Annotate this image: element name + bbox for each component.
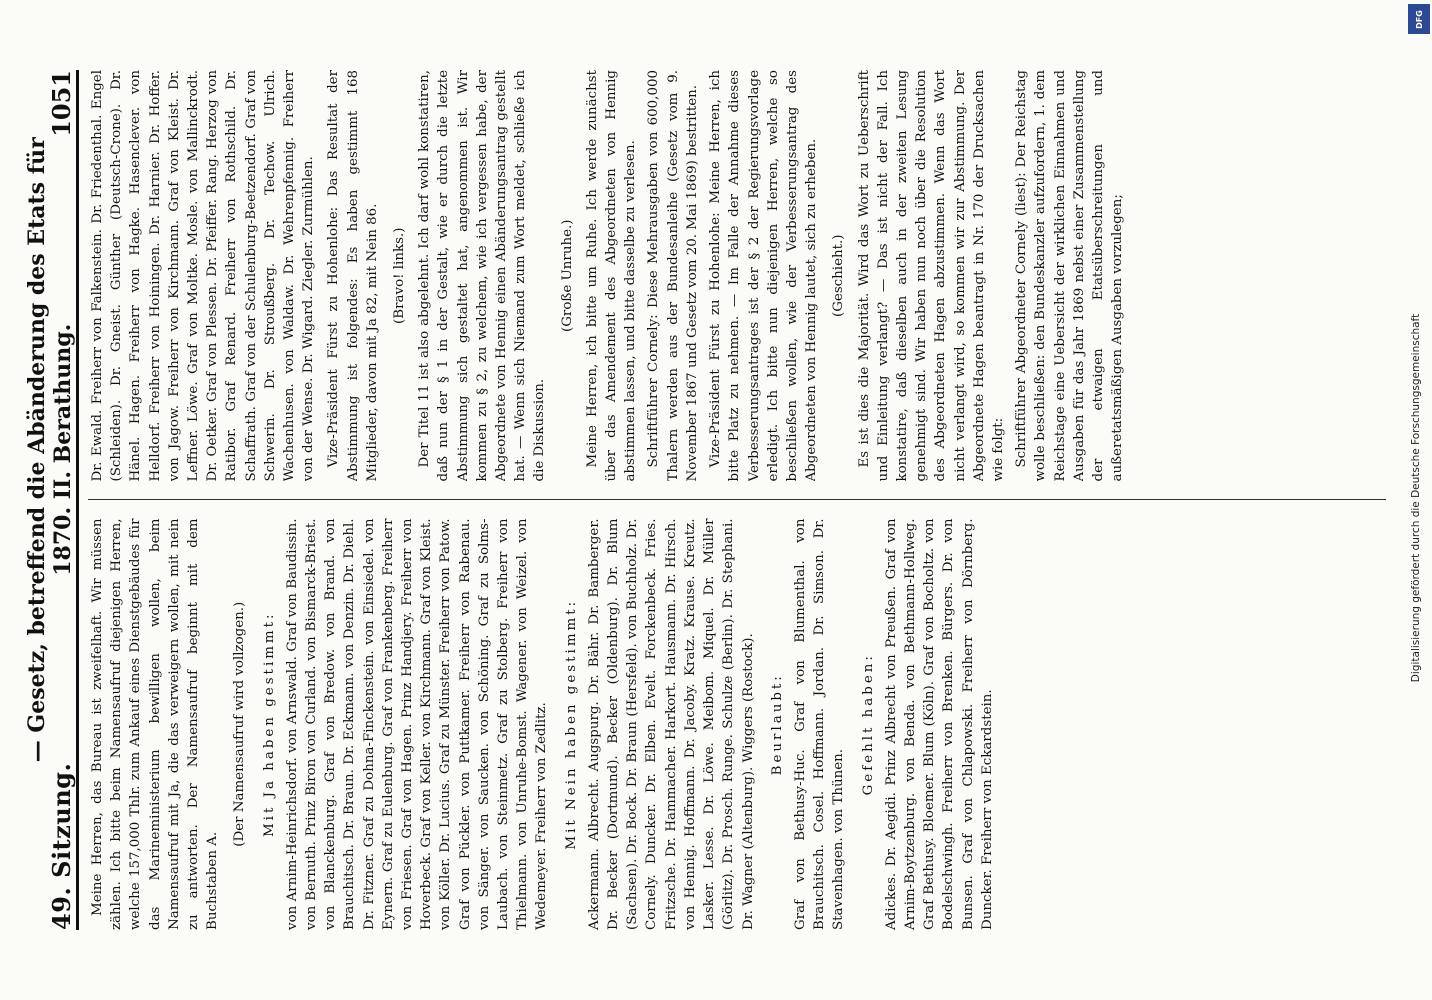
order-paragraph: Meine Herren, ich bitte um Ruhe. Ich werde zunächst über das Amendement des Abgeordneten von Hennig abstimmen lassen, und bitte dasselbe zu verlesen.: [584, 70, 639, 482]
intro-paragraph: Meine Herren, das Bureau ist zweifelhaft. Wir müssen zählen. Ich bitte beim Namensaufruf diejenigen Herren, welche 157,000 Thlr. zum Ankauf eines Dienstgebäudes für das Marineministerium bewilligen wollen, beim Namensaufruf mit Ja, die das verweigern wollen, mit nein zu antworten. Der Namensaufruf beginnt mit dem Buchstaben A.: [90, 518, 221, 930]
declined-paragraph: Der Titel 11 ist also abgelehnt. Ich darf wohl konstatiren, daß nun der § 1 in der Gestalt, wie er durch die letzte Abstimmung sich gestaltet hat, angenommen ist. Wir kommen zu § 2, zu welchem, wie ich vergessen habe, der Abgeordnete von Hennig einen Abänderungsantrag gestellt hat. — Wenn sich Niemand zum Wort meldet, schließe ich die Diskussion.: [417, 70, 548, 482]
page-number: 1051: [47, 70, 76, 137]
page-header: [24, 70, 79, 930]
bravo-note: (Bravo! links.): [392, 227, 408, 324]
dfg-logo: [1408, 4, 1430, 34]
right-column: [88, 70, 1386, 482]
secretary-paragraph: Schriftführer Cornely: Diese Mehrausgaben von 600,000 Thalern werden aus der Bundesanleihe (Gesetz vom 9. November 1867 und Gesetz vom 20. Mai 1869) bestritten.: [646, 70, 700, 482]
majority-paragraph: Es ist dies die Majorität. Wird das Wort zu Ueberschrift und Einleitung verlangt? — Das ist nicht der Fall. Ich konstatire, daß dieselben auch in der zweiten Lesung genehmigt sind. Wir haben nun noch über die Resolution des Abgeordneten Hagen abzustimmen. Wenn das Wort nicht verlangt wird, so kommen wir zur Abstimmung. Der Abgeordnete Hagen beantragt in Nr. 170 der Drucksachen wie folgt:: [856, 70, 1006, 482]
happens-note: (Geschieht.): [831, 234, 847, 318]
column-divider: [88, 500, 1386, 501]
motion-paragraph: Schriftführer Abgeordneter Cornely (liest): Der Reichstag wolle beschließen: den Bundeskanzler aufzufordern, 1. dem Reichstage eine Uebersicht der wirklichen Einnahmen und Ausgaben für das Jahr 1869 nebst einer Zusammenstellung der etwaigen Etatsüberschreitungen und außeretatsmäßigen Ausgaben vorzulegen;: [1014, 70, 1126, 482]
dfg-logo-text: DFG: [1414, 9, 1424, 29]
digitization-text: Digitalisierung gefördert durch die Deutsche Forschungsgemeinschaft: [1410, 313, 1422, 683]
vice-president-paragraph: Vize-Präsident Fürst zu Hohenlohe: Meine Herren, ich bitte Platz zu nehmen. — Im Falle der Annahme dieses Verbesserungsantrages ist der § 2 der Regierungsvorlage erledigt. Ich bitte nun diejenigen Herren, welche so beschließen wollen, wie der Verbesserungsantrag des Abgeordneten von Hennig lautet, sich zu erheben.: [708, 70, 820, 482]
yes-heading: Mit Ja haben gestimmt:: [261, 611, 277, 838]
absent-heading: Beurlaubt:: [769, 673, 785, 776]
no-names: Ackermann. Albrecht. Augspurg. Dr. Bähr. Dr. Bamberger. Dr. Becker (Dortmund). Becker (Oldenburg). Dr. Blum (Sachsen). Dr. Bock. Dr. Braun (Hersfeld). von Buchholz. Dr. Cornely. Duncker. Dr. Elben. Evelt. Forckenbeck. Fries. Fritzsche. Dr. Hammacher. Harkort. Hausmann. Dr. Hirsch. von Hennig. Hoffmann. Dr. Jacoby. Kratz. Krause. Kreutz. Lasker. Lesse. Dr. Löwe. Meibom. Miquel. Dr. Müller (Görlitz). Dr. Prosch. Runge. Schulze (Berlin). Dr. Stephani. Dr. Wagner (Altenburg). Wiggers (Rostock).: [586, 518, 756, 930]
names-continued: Dr. Ewald. Freiherr von Falkenstein. Dr. Friedenthal. Engel (Schleiden). Dr. Gneist. Günther (Deutsch-Crone). Dr. Hänel. Hagen. Freiherr von Hagke. Hasenclever. von Helldorf. Freiherr von Hoiningen. Dr. Harnier. Dr. Hoffer. von Jagow. Freiherr von Kirchmann. Graf von Kleist. Dr. Leffner. Löwe. Graf von Moltke. Mosle. von Mallinckrodt. Dr. Oetker. Graf von Plessen. Dr. Pfeiffer. Rang. Herzog von Ratibor. Graf Renard. Freiherr von Rothschild. Dr. Schaffrath. Graf von der Schulenburg-Beetzendorf. Graf von Schwerin. Dr. Stroußberg. Dr. Techow. Ulrich. Wachenhusen. von Waldaw. Dr. Wehrenpfennig. Freiherr von der Wense. Dr. Wigard. Ziegler. Zurmühlen.: [90, 70, 317, 482]
page-title: — Gesetz, betreffend die Abänderung des Etats für 1870. II. Berathung.: [24, 137, 76, 763]
absent-names: Graf von Bethusy-Huc. Graf von Blumenthal. von Brauchitsch. Cosel. Hoffmann. Jordan. Dr. Simson. Dr. Stavenhagen. von Thünen.: [792, 518, 847, 930]
result-paragraph: Vize-Präsident Fürst zu Hohenlohe: Das Resultat der Abstimmung ist folgendes: Es haben gestimmt 168 Mitglieder, davon mit Ja 82, mit Nein 86.: [326, 70, 380, 482]
yes-names: von Arnim-Heinrichsdorf. von Arnswald. Graf von Baudissin. von Bernuth. Prinz Biron von Curland. von Bismarck-Briest. von Blanckenburg. Graf von Bredow. von Brand. von Brauchitsch. Dr. Braun. Dr. Eckmann. von Denzin. Dr. Diehl. Dr. Fitzner. Graf zu Dohna-Finckenstein. von Einsiedel. von Eynern. Graf zu Eulenburg. Graf von Frankenberg. Freiherr von Friesen. Graf von Hagen. Prinz Handjery. Freiherr von Hoverbeck. Graf von Keller. von Kirchmann. Graf von Kleist. von Köller. Dr. Lucius. Graf zu Münster. Freiherr von Patow. Graf von Pückler. von Puttkamer. Freiherr von Rabenau. von Sänger. von Saucken. von Schöning. Graf zu Solms-Laubach. von Steinmetz. Graf zu Stolberg. Freiherr von Thielmann. von Unruhe-Bomst. Wagener. von Weizel. von Wedemeyer. Freiherr von Zedlitz.: [284, 518, 550, 930]
session-label: 49. Sitzung.: [47, 762, 76, 930]
rotated-page: [16, 0, 1416, 1000]
unrest-note: (Große Unruhe.): [559, 219, 575, 332]
left-column: [88, 519, 1386, 931]
text-columns: [88, 70, 1386, 930]
rollcall-note: (Der Namensaufruf wird vollzogen.): [232, 601, 248, 847]
no-heading: Mit Nein haben gestimmt:: [563, 598, 579, 850]
missing-names: Adickes. Dr. Aegidi. Prinz Albrecht von Preußen. Graf von Arnim-Boytzenburg. von Benda. von Bethmann-Hollweg. Graf Bethusy. Bloemer. Blum (Köln). Graf von Bocholtz. von Bodelschwingh. Freiherr von Brenken. Bürgers. Dr. von Bunsen. Graf von Chlapowski. Freiherr von Dörnberg. Duncker. Freiherr von Eckardstein.: [883, 518, 995, 930]
digitization-note: [1408, 18, 1424, 978]
missing-heading: Gefehlt haben:: [860, 653, 876, 796]
